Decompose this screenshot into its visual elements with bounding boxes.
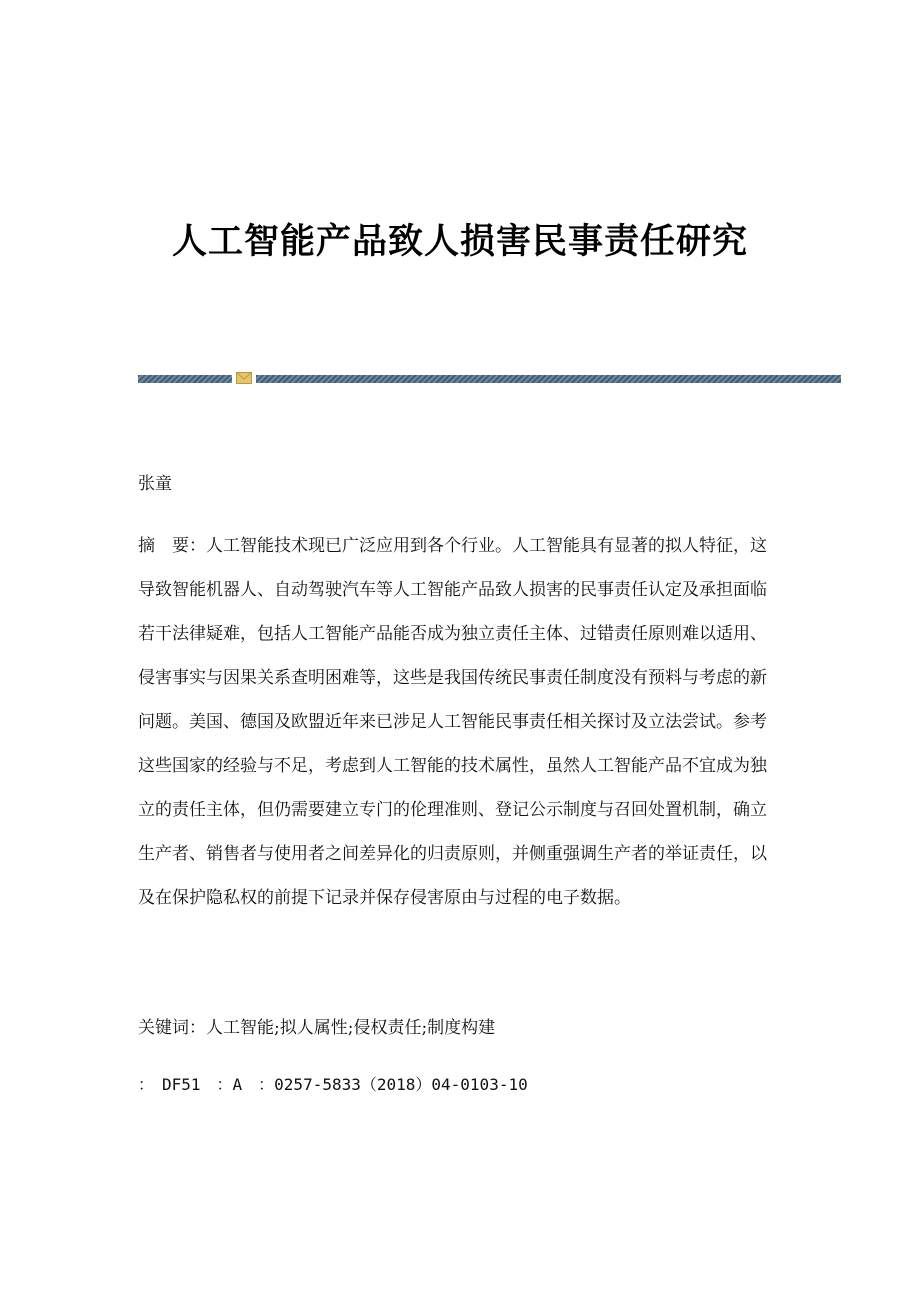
page-title: 人工智能产品致人损害民事责任研究 bbox=[171, 222, 748, 262]
keywords-text: 人工智能;拟人属性;侵权责任;制度构建 bbox=[206, 1018, 496, 1038]
keywords-line bbox=[138, 1014, 778, 1042]
abstract-paragraph bbox=[138, 524, 778, 920]
abstract-label: 摘 要： bbox=[138, 536, 206, 556]
envelope-icon bbox=[236, 372, 252, 384]
divider-right-bar bbox=[256, 375, 841, 383]
classification-line: ： DF51 ：A ：0257-5833（2018）04-0103-10 bbox=[138, 1075, 528, 1094]
keywords-label: 关键词： bbox=[138, 1018, 206, 1038]
title-divider bbox=[138, 375, 841, 383]
author-name: 张童 bbox=[138, 474, 172, 494]
divider-left-bar bbox=[138, 375, 232, 383]
abstract-text: 人工智能技术现已广泛应用到各个行业。人工智能具有显著的拟人特征，这导致智能机器人、自动驾驶汽车等人工智能产品致人损害的民事责任认定及承担面临若干法律疑难，包括人工智能产品能否成为独立责任主体、过错责任原则难以适用、侵害事实与因果关系查明困难等，这些是我国传统民事责任制度没有预料与考虑的新问题。美国、德国及欧盟近年来已涉足人工智能民事责任相关探讨及立法尝试。参考这些国家的经验与不足，考虑到人工智能的技术属性，虽然人工智能产品不宜成为独立的责任主体，但仍需要建立专门的伦理准则、登记公示制度与召回处置机制，确立生产者、销售者与使用者之间差异化的归责原则，并侧重强调生产者的举证责任，以及在保护隐私权的前提下记录并保存侵害原由与过程的电子数据。 bbox=[138, 536, 767, 908]
